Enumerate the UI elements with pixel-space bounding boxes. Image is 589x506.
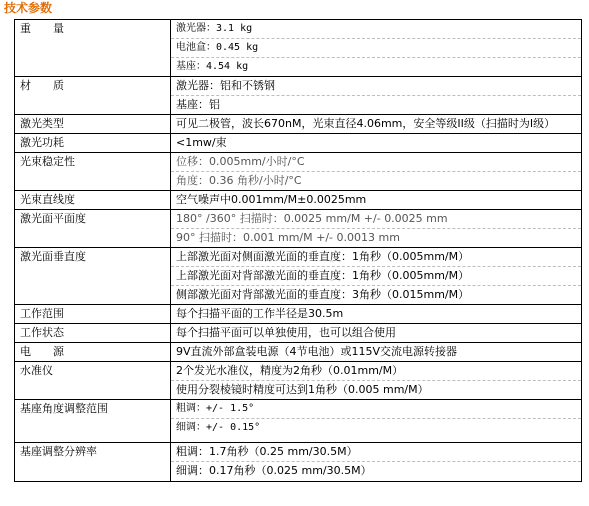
spec-value-line: 侧部激光面对背部激光面的垂直度：3角秒（0.015mm/M） xyxy=(171,285,581,304)
spec-key-cell xyxy=(15,153,171,191)
spec-value-line: 激光器：3.1 kg xyxy=(176,23,253,34)
spec-value-line: 每个扫描平面的工作半径是30.5m xyxy=(176,307,344,320)
spec-table-body xyxy=(15,20,582,482)
spec-key: 电 源 xyxy=(20,345,64,358)
spec-key: 工作状态 xyxy=(20,326,64,339)
table-row xyxy=(15,443,582,482)
spec-value-cell xyxy=(171,443,582,482)
spec-value-line: 电池盒：0.45 kg xyxy=(171,38,581,57)
spec-value-line: 粗调：+/- 1.5° xyxy=(176,403,255,414)
spec-key-cell xyxy=(15,115,171,134)
spec-key-cell xyxy=(15,362,171,400)
table-row xyxy=(15,20,582,77)
spec-value-line: 9V直流外部盒装电源（4节电池）或115V交流电源转接器 xyxy=(176,345,458,358)
spec-key-cell xyxy=(15,400,171,443)
section-title: 技术参数 xyxy=(4,1,53,15)
spec-value-cell xyxy=(171,134,582,153)
spec-key: 重 量 xyxy=(20,22,64,35)
spec-key-cell xyxy=(15,324,171,343)
spec-value-line: 细调：+/- 0.15° xyxy=(171,418,581,437)
spec-key-cell xyxy=(15,77,171,115)
spec-value-cell xyxy=(171,77,582,115)
table-row xyxy=(15,153,582,191)
table-row xyxy=(15,343,582,362)
spec-key: 工作范围 xyxy=(20,307,64,320)
spec-key-cell xyxy=(15,134,171,153)
spec-value-cell xyxy=(171,153,582,191)
spec-value-cell xyxy=(171,191,582,210)
table-row xyxy=(15,115,582,134)
spec-value-cell xyxy=(171,324,582,343)
spec-value-line: 细调：0.17角秒（0.025 mm/30.5M） xyxy=(171,461,581,480)
table-row xyxy=(15,305,582,324)
spec-value-line: 基座：铝 xyxy=(171,95,581,114)
table-row xyxy=(15,210,582,248)
spec-value-line: 每个扫描平面可以单独使用，也可以组合使用 xyxy=(176,326,396,339)
table-row xyxy=(15,248,582,305)
spec-value-cell xyxy=(171,305,582,324)
spec-key: 激光类型 xyxy=(20,117,64,130)
spec-value-cell xyxy=(171,20,582,77)
table-row xyxy=(15,362,582,400)
spec-value-line: 粗调：1.7角秒（0.25 mm/30.5M） xyxy=(176,445,358,458)
spec-key: 激光面垂直度 xyxy=(20,250,86,263)
table-row xyxy=(15,324,582,343)
spec-key-cell xyxy=(15,248,171,305)
spec-key: 激光功耗 xyxy=(20,136,64,149)
spec-key: 基座角度调整范围 xyxy=(20,402,108,415)
spec-key-cell xyxy=(15,305,171,324)
spec-value-line: 激光器：铝和不锈钢 xyxy=(176,79,275,92)
spec-value-line: 90° 扫描时：0.001 mm/M +/- 0.0013 mm xyxy=(171,228,581,247)
spec-key: 光束直线度 xyxy=(20,193,75,206)
spec-value-line: 角度：0.36 角秒/小时/°C xyxy=(171,171,581,190)
spec-key-cell xyxy=(15,443,171,482)
spec-value-line: <1mw/束 xyxy=(176,136,227,149)
table-row xyxy=(15,77,582,115)
spec-key: 激光面平面度 xyxy=(20,212,86,225)
table-row xyxy=(15,191,582,210)
spec-value-line: 基座：4.54 kg xyxy=(171,57,581,76)
table-row xyxy=(15,400,582,443)
spec-value-cell xyxy=(171,400,582,443)
spec-key-cell xyxy=(15,20,171,77)
spec-value-cell xyxy=(171,362,582,400)
spec-value-line: 位移：0.005mm/小时/°C xyxy=(176,155,305,168)
spec-key-cell xyxy=(15,210,171,248)
spec-key: 基座调整分辨率 xyxy=(20,445,97,458)
spec-value-line: 使用分裂棱镜时精度可达到1角秒（0.005 mm/M） xyxy=(171,380,581,399)
spec-table xyxy=(14,19,582,482)
spec-key-cell xyxy=(15,343,171,362)
spec-value-line: 空气噪声中0.001mm/M±0.0025mm xyxy=(176,193,367,206)
spec-key-cell xyxy=(15,191,171,210)
spec-value-cell xyxy=(171,343,582,362)
spec-value-line: 2个发光水准仪，精度为2角秒（0.01mm/M） xyxy=(176,364,404,377)
spec-value-cell xyxy=(171,248,582,305)
spec-value-cell xyxy=(171,115,582,134)
table-row xyxy=(15,134,582,153)
spec-value-line: 上部激光面对背部激光面的垂直度：1角秒（0.005mm/M） xyxy=(171,266,581,285)
spec-key: 水准仪 xyxy=(20,364,53,377)
spec-key: 材 质 xyxy=(20,79,64,92)
spec-key: 光束稳定性 xyxy=(20,155,75,168)
spec-value-cell xyxy=(171,210,582,248)
spec-value-line: 180° /360° 扫描时：0.0025 mm/M +/- 0.0025 mm xyxy=(176,212,448,225)
spec-value-line: 可见二极管，波长670nM，光束直径4.06mm，安全等级II级（扫描时为I级） xyxy=(176,117,556,130)
spec-value-line: 上部激光面对侧面激光面的垂直度：1角秒（0.005mm/M） xyxy=(176,250,470,263)
